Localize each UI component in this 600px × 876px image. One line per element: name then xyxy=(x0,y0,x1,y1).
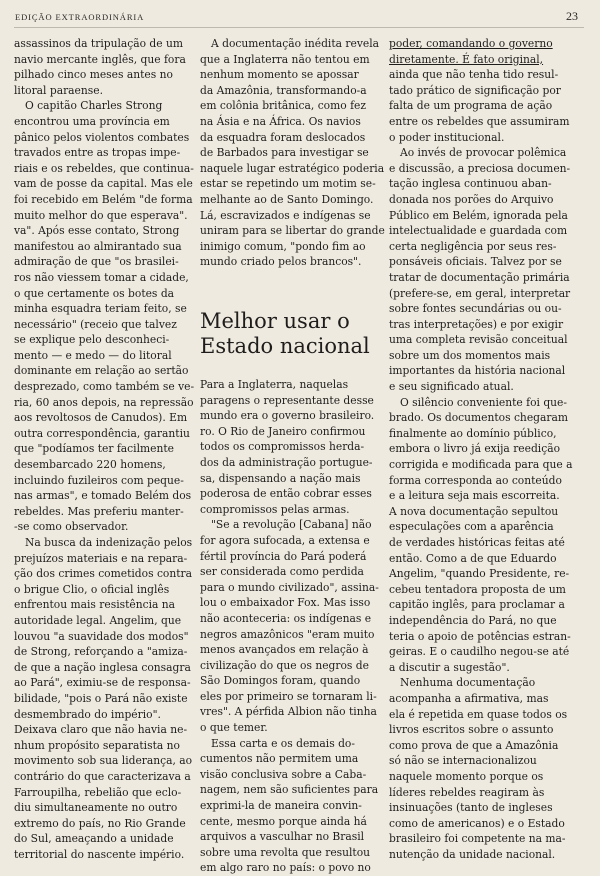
text-line: sobre um dos momentos mais xyxy=(389,348,551,362)
text-line: exprimi-la de maneira convin- xyxy=(200,799,362,813)
text-line: territorial do nascente império. xyxy=(14,847,185,861)
text-line: entre os rebeldes que assumiram xyxy=(389,114,570,128)
text-line: e a leitura seja mais escorreita. xyxy=(389,489,560,503)
text-line: encontrou uma província em xyxy=(14,114,170,128)
text-line: o que temer. xyxy=(200,721,268,735)
text-line: falta de um programa de ação xyxy=(389,99,553,113)
section-heading-line: Estado nacional xyxy=(200,334,370,358)
text-line: naquele lugar estratégico poderia xyxy=(200,161,385,175)
text-line: Angelim, "quando Presidente, re- xyxy=(389,567,570,581)
text-line: fértil província do Pará poderá xyxy=(200,549,367,563)
page-number: 23 xyxy=(566,9,578,23)
text-line: sobre fontes secundárias ou ou- xyxy=(389,302,562,316)
text-line: de Strong, reforçando a "amiza- xyxy=(14,645,188,659)
text-line: que a Inglaterra não tentou em xyxy=(200,52,370,66)
text-line: ainda que não tenha tido resul- xyxy=(389,68,559,82)
text-line: Na busca da indenização pelos xyxy=(25,536,193,549)
text-line: melhante ao de Santo Domingo. xyxy=(200,192,374,206)
text-line: brado. Os documentos chegaram xyxy=(389,411,568,425)
text-line: nhum propósito separatista no xyxy=(14,738,180,752)
text-line: tras interpretações) e por exigir xyxy=(389,317,564,331)
text-line: São Domingos foram, quando xyxy=(200,674,361,688)
text-line: independência do Pará, no que xyxy=(389,613,557,627)
text-line: o brigue Clio, o oficial inglês xyxy=(14,582,170,596)
text-line: importantes da história nacional xyxy=(389,364,566,378)
text-line: bilidade, "pois o Pará não existe xyxy=(14,691,188,705)
text-line: cente, mesmo porque ainda há xyxy=(200,814,367,828)
text-line: minha esquadra teriam feito, se xyxy=(14,302,187,316)
text-line: então. Como a de que Eduardo xyxy=(389,551,557,565)
text-line: nas armas", e tomado Belém dos xyxy=(14,489,192,503)
text-line: da Amazônia, transformando-a xyxy=(200,83,367,97)
text-line: naquele momento porque os xyxy=(389,769,544,783)
text-line: e seu significado atual. xyxy=(389,380,514,394)
text-line: ao Pará", eximiu-se de responsa- xyxy=(14,676,191,690)
section-heading-line: Melhor usar o xyxy=(200,309,350,333)
text-line: litoral paraense. xyxy=(14,83,103,97)
text-line: dominante em relação ao sertão xyxy=(14,364,189,378)
text-line: ros não viessem tomar a cidade, xyxy=(14,270,189,284)
article-column-3 xyxy=(389,36,585,862)
text-line: sa, dispensando a nação mais xyxy=(200,471,361,485)
text-line: corrigida e modificada para que a xyxy=(389,458,573,472)
text-line: A nova documentação sepultou xyxy=(389,504,559,518)
text-line: lou o embaixador Fox. Mas isso xyxy=(200,596,371,610)
text-line: civilização do que os negros de xyxy=(200,658,369,672)
text-line: rebeldes. Mas preferiu manter- xyxy=(14,504,184,518)
text-line: teria o apoio de potências estran- xyxy=(389,629,571,643)
text-line: Público em Belém, ignorada pela xyxy=(389,208,568,222)
edition-label: EDIÇÃO EXTRAORDINÁRIA xyxy=(15,12,145,22)
text-line: como de americanos) e o Estado xyxy=(389,816,565,830)
text-line: líderes rebeldes reagiram às xyxy=(389,785,545,799)
text-line: donada nos porões do Arquivo xyxy=(389,192,554,206)
text-line: insinuações (tanto de ingleses xyxy=(389,801,553,815)
text-line: necessário" (receio que talvez xyxy=(14,317,177,331)
text-line: Para a Inglaterra, naquelas xyxy=(200,378,349,391)
text-line: pilhado cinco meses antes no xyxy=(14,68,173,82)
text-line: diretamente. É fato original, xyxy=(389,52,544,66)
text-line: uniram para se libertar do grande xyxy=(200,224,385,238)
text-line: menos avançados em relação à xyxy=(200,643,369,657)
text-line: nenhum momento se apossar xyxy=(200,68,359,82)
text-line: estar se repetindo um motim se- xyxy=(200,177,376,191)
text-line: em algo raro no país: o povo no xyxy=(200,861,371,875)
text-line: "Se a revolução [Cabana] não xyxy=(211,518,372,532)
text-line: va". Após esse contato, Strong xyxy=(14,224,180,238)
text-line: riais e os rebeldes, que continua- xyxy=(14,161,194,175)
text-line: ção dos crimes cometidos contra xyxy=(14,567,193,581)
text-line: ro. O Rio de Janeiro confirmou xyxy=(200,424,366,438)
text-line: na Ásia e na África. Os navios xyxy=(200,114,361,128)
column-2-top-text xyxy=(200,36,385,270)
text-line: mento — e medo — do litoral xyxy=(14,348,172,362)
text-line: -se como observador. xyxy=(14,520,129,534)
text-line: desmembrado do império". xyxy=(14,707,161,721)
text-line: compromissos pelas armas. xyxy=(200,502,350,516)
text-line: contrário do que caracterizava a xyxy=(14,769,191,783)
text-line: poderosa de então cobrar esses xyxy=(200,487,372,501)
text-line: todos os compromissos herda- xyxy=(200,440,365,454)
text-line: em colônia britânica, como fez xyxy=(200,99,366,113)
text-line: poder, comandando o governo xyxy=(389,37,553,50)
text-line: mundo era o governo brasileiro. xyxy=(200,409,375,423)
text-line: do Sul, ameaçando a unidade xyxy=(14,832,174,846)
text-line: Lá, escravizados e indígenas se xyxy=(200,208,371,222)
section-heading xyxy=(200,309,370,359)
text-line: outra correspondência, garantiu xyxy=(14,426,190,440)
text-line: especulações com a aparência xyxy=(389,520,554,534)
text-line: que "podíamos ter facilmente xyxy=(14,442,174,456)
text-line: livros escritos sobre o assunto xyxy=(389,723,554,737)
text-line: O silêncio conveniente foi que- xyxy=(400,395,567,409)
text-line: (prefere-se, em geral, interpretar xyxy=(389,286,571,300)
text-line: louvou "a suavidade dos modos" xyxy=(14,629,189,643)
text-line: brasileiro foi competente na ma- xyxy=(389,832,566,846)
text-line: for agora sufocada, a extensa e xyxy=(200,533,370,547)
text-line: acompanha a afirmativa, mas xyxy=(389,691,549,705)
text-line: sobre uma revolta que resultou xyxy=(200,845,371,859)
text-line: o que certamente os botes da xyxy=(14,286,175,300)
text-line: nagem, nem são suficientes para xyxy=(200,783,379,797)
text-line: admiração de que "os brasilei- xyxy=(14,255,179,269)
text-line: cebeu tentadora proposta de um xyxy=(389,582,566,596)
text-line: travados entre as tropas impe- xyxy=(14,146,181,160)
text-line: de verdades históricas feitas até xyxy=(389,536,565,549)
text-line: arquivos a vasculhar no Brasil xyxy=(200,830,365,844)
text-line: geiras. E o caudilho negou-se até xyxy=(389,645,570,659)
text-line: foi recebido em Belém "de forma xyxy=(14,192,193,206)
text-line: Essa carta e os demais do- xyxy=(211,736,355,750)
text-line: paragens o representante desse xyxy=(200,393,374,407)
text-line: extremo do país, no Rio Grande xyxy=(14,816,186,830)
text-line: vres". A pérfida Albion não tinha xyxy=(200,705,377,719)
text-line: para o mundo civilizado", assina- xyxy=(200,580,379,594)
text-line: de Barbados para investigar se xyxy=(200,146,369,160)
text-line: Deixava claro que não havia ne- xyxy=(14,723,188,737)
text-line: a discutir a sugestão". xyxy=(389,660,510,674)
text-line: dos da administração portugue- xyxy=(200,455,373,469)
text-line: pânico pelos violentos combates xyxy=(14,130,190,144)
text-line: prejuízos materiais e na repara- xyxy=(14,551,188,565)
text-line: e discussão, a preciosa documen- xyxy=(389,161,571,175)
text-line: não aconteceria: os indígenas e xyxy=(200,611,372,625)
text-line: tado prático de significação por xyxy=(389,83,561,97)
text-line: Farroupilha, rebelião que eclo- xyxy=(14,785,182,799)
column-2-bottom-text xyxy=(200,377,379,876)
text-line: embora o livro já exija reedição xyxy=(389,442,561,456)
text-line: inimigo comum, "pondo fim ao xyxy=(200,239,366,253)
text-line: finalmente ao domínio público, xyxy=(389,426,557,440)
text-line: só não se internacionalizou xyxy=(389,754,537,768)
text-line: intelectualidade e guardada com xyxy=(389,224,568,238)
text-line: Ao invés de provocar polêmica xyxy=(400,146,567,160)
text-line: assassinos da tripulação de um xyxy=(14,37,184,50)
article-column-1 xyxy=(14,36,194,862)
text-line: eles por primeiro se tornaram li- xyxy=(200,689,377,703)
text-line: enfrentou mais resistência na xyxy=(14,598,176,612)
text-line: o poder institucional. xyxy=(389,130,505,144)
text-line: diu simultaneamente no outro xyxy=(14,801,178,815)
text-line: incluindo fuzileiros com peque- xyxy=(14,473,184,487)
text-line: cumentos não permitem uma xyxy=(200,752,359,766)
text-line: muito melhor do que esperava". xyxy=(14,208,188,222)
text-line: autoridade legal. Angelim, que xyxy=(14,613,182,627)
text-line: ela é repetida em quase todos os xyxy=(389,707,568,721)
text-line: navio mercante inglês, que fora xyxy=(14,52,186,66)
text-line: nutenção da unidade nacional. xyxy=(389,847,556,861)
text-line: como prova de que a Amazônia xyxy=(389,738,559,752)
text-line: visão conclusiva sobre a Caba- xyxy=(200,767,367,781)
text-line: O capitão Charles Strong xyxy=(25,99,163,113)
text-line: manifestou ao almirantado sua xyxy=(14,239,182,253)
text-line: vam de posse da capital. Mas ele xyxy=(14,177,193,191)
text-line: capitão inglês, para proclamar a xyxy=(389,598,565,612)
text-line: Nenhuma documentação xyxy=(400,676,536,690)
text-line: da esquadra foram deslocados xyxy=(200,130,366,144)
text-line: ria, 60 anos depois, na repressão xyxy=(14,395,194,409)
text-line: ponsáveis oficiais. Talvez por se xyxy=(389,255,562,269)
text-line: certa negligência por seus res- xyxy=(389,239,557,253)
text-line: desprezado, como também se ve- xyxy=(14,380,195,394)
text-line: uma completa revisão conceitual xyxy=(389,333,568,347)
text-line: tratar de documentação primária xyxy=(389,270,570,284)
text-line: negros amazônicos "eram muito xyxy=(200,627,375,641)
header-rule xyxy=(14,27,584,28)
text-line: A documentação inédita revela xyxy=(211,37,379,50)
text-line: ser considerada como perdida xyxy=(200,565,364,579)
text-line: de que a nação inglesa consagra xyxy=(14,660,191,674)
text-line: se explique pelo desconheci- xyxy=(14,333,170,347)
text-line: movimento sob sua liderança, ao xyxy=(14,754,193,768)
text-line: tação inglesa continuou aban- xyxy=(389,177,552,191)
text-line: forma corresponda ao conteúdo xyxy=(389,473,562,487)
text-line: mundo criado pelos brancos". xyxy=(200,255,362,269)
text-line: desembarcado 220 homens, xyxy=(14,458,166,472)
text-line: aos revoltosos de Canudos). Em xyxy=(14,411,188,425)
